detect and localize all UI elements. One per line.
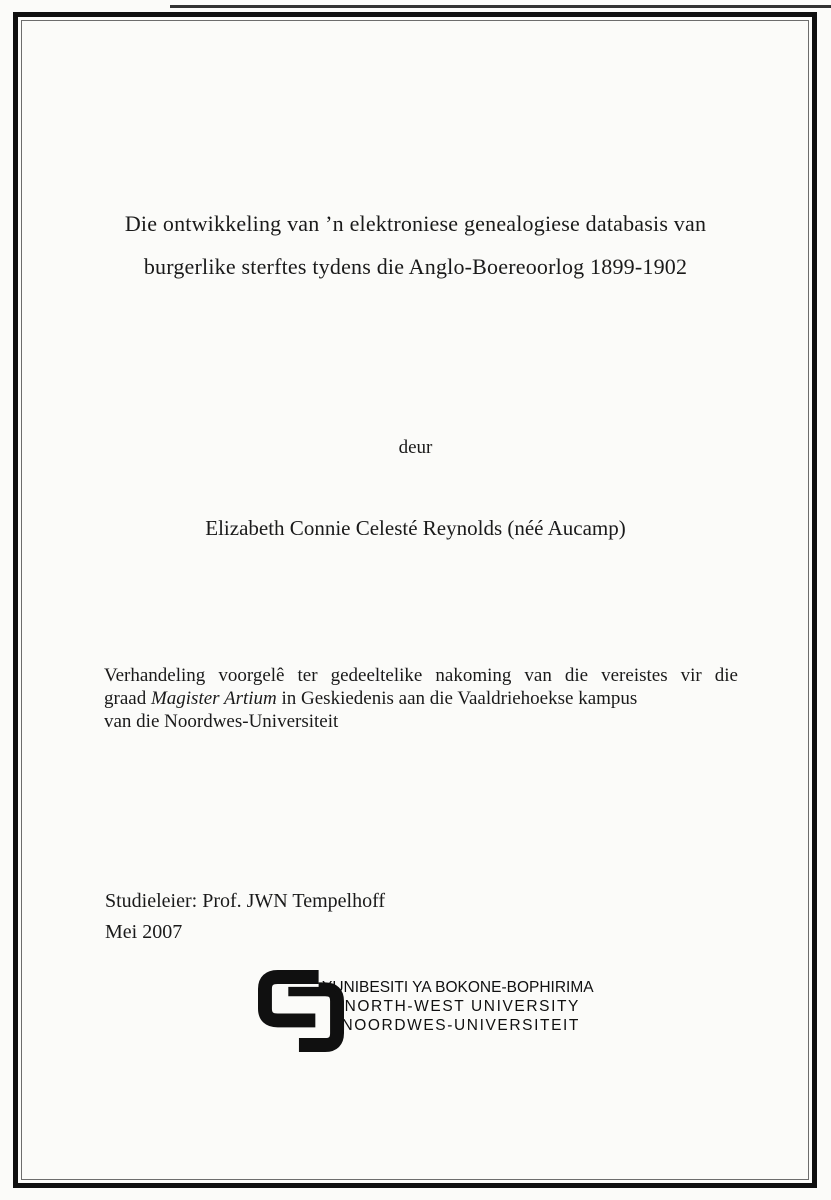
university-name-afrikaans: NOORDWES-UNIVERSITEIT — [341, 1017, 580, 1034]
thesis-title-line-2: burgerlike sterftes tydens die Anglo-Boereoorlog 1899-1902 — [143, 254, 688, 279]
supervisor-block — [105, 886, 385, 948]
north-west-university-logo — [258, 968, 594, 1052]
statement-line-1: Verhandeling voorgelê ter gedeeltelike nakoming van die vereistes vir die — [104, 665, 738, 686]
byline: deur — [398, 437, 433, 458]
statement-line-3: van die Noordwes-Universiteit — [104, 711, 339, 732]
author-name: Elizabeth Connie Celesté Reynolds (néé Aucamp) — [205, 516, 626, 540]
statement-line-2-post: in Geskiedenis aan die Vaaldriehoekse kampus — [276, 688, 638, 709]
university-name-english: NORTH-WEST UNIVERSITY — [344, 998, 580, 1015]
statement-line-2 — [104, 687, 738, 710]
thesis-title — [55, 202, 776, 288]
statement-line-2-pre: graad — [104, 688, 151, 709]
scan-artifact-line — [170, 5, 831, 8]
thesis-title-line-1: Die ontwikkeling van ’n elektroniese genealogiese databasis van — [124, 211, 707, 236]
degree-name-italic: Magister Artium — [150, 688, 277, 709]
university-wordmark — [322, 978, 594, 1035]
university-name-setswana: YUNIBESITI YA BOKONE-BOPHIRIMA — [322, 979, 594, 996]
supervisor-line: Studieleier: Prof. JWN Tempelhoff — [105, 890, 386, 912]
submission-statement — [104, 664, 738, 733]
date-line: Mei 2007 — [105, 921, 183, 943]
